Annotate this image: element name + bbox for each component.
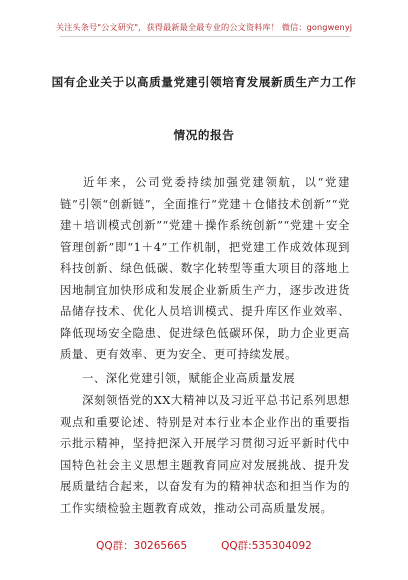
footer-qq-group-1: QQ群：30265665 (96, 540, 188, 552)
document-title-line2: 情况的报告 (173, 128, 235, 142)
banner-divider (60, 36, 350, 37)
paragraph-2-text: 深刻领悟党的XX大精神以及习近平总书记系列思想观点和重要论述、特别是对本行业本企业作出的重要指示批示精神，坚持把深入开展学习贯彻习近平新时代中国特色社会主义思想主题教育同应对发展挑战、提升发展质量结合起来，以奋发有为的精神状态和担当作为的工作实绩检验主题教育成效，推动公司高质量发展。 (60, 394, 350, 515)
footer-contact (0, 538, 408, 553)
body-paragraph-2 (60, 390, 350, 519)
section-heading-1-text: 一、深化党建引领，赋能企业高质量发展 (82, 372, 296, 385)
document-title-line1: 国有企业关于以高质量党建引领培育发展新质生产力工作 (51, 75, 357, 89)
section-heading-1 (60, 368, 350, 390)
footer-qq-group-2: QQ群:535304092 (221, 540, 312, 552)
body-paragraph-1 (60, 172, 350, 366)
promo-banner: 关注头条号"公文研究"，获得最新最全最专业的公文资料库！ 微信：gongwenyj (55, 22, 353, 32)
paragraph-1-text: 近年来，公司党委持续加强党建领航，以“党建链”引领“创新链”，全面推行“党建＋仓储技术创新”“党建＋培训模式创新”“党建＋操作系统创新”“党建＋安全管理创新”即“1＋4”工作机制，把党建工作成效体现到科技创新、绿色低碳、数字化转型等重大项目的落地上因地制宜加快形成和发展企业新质生产力，逐步改进货品储存技术、优化人员培训模式、提升库区作业效率、降低现场安全隐患、促进绿色低碳环保，助力企业更高质量、更有效率、更为安全、更可持续发展。 (60, 176, 350, 361)
